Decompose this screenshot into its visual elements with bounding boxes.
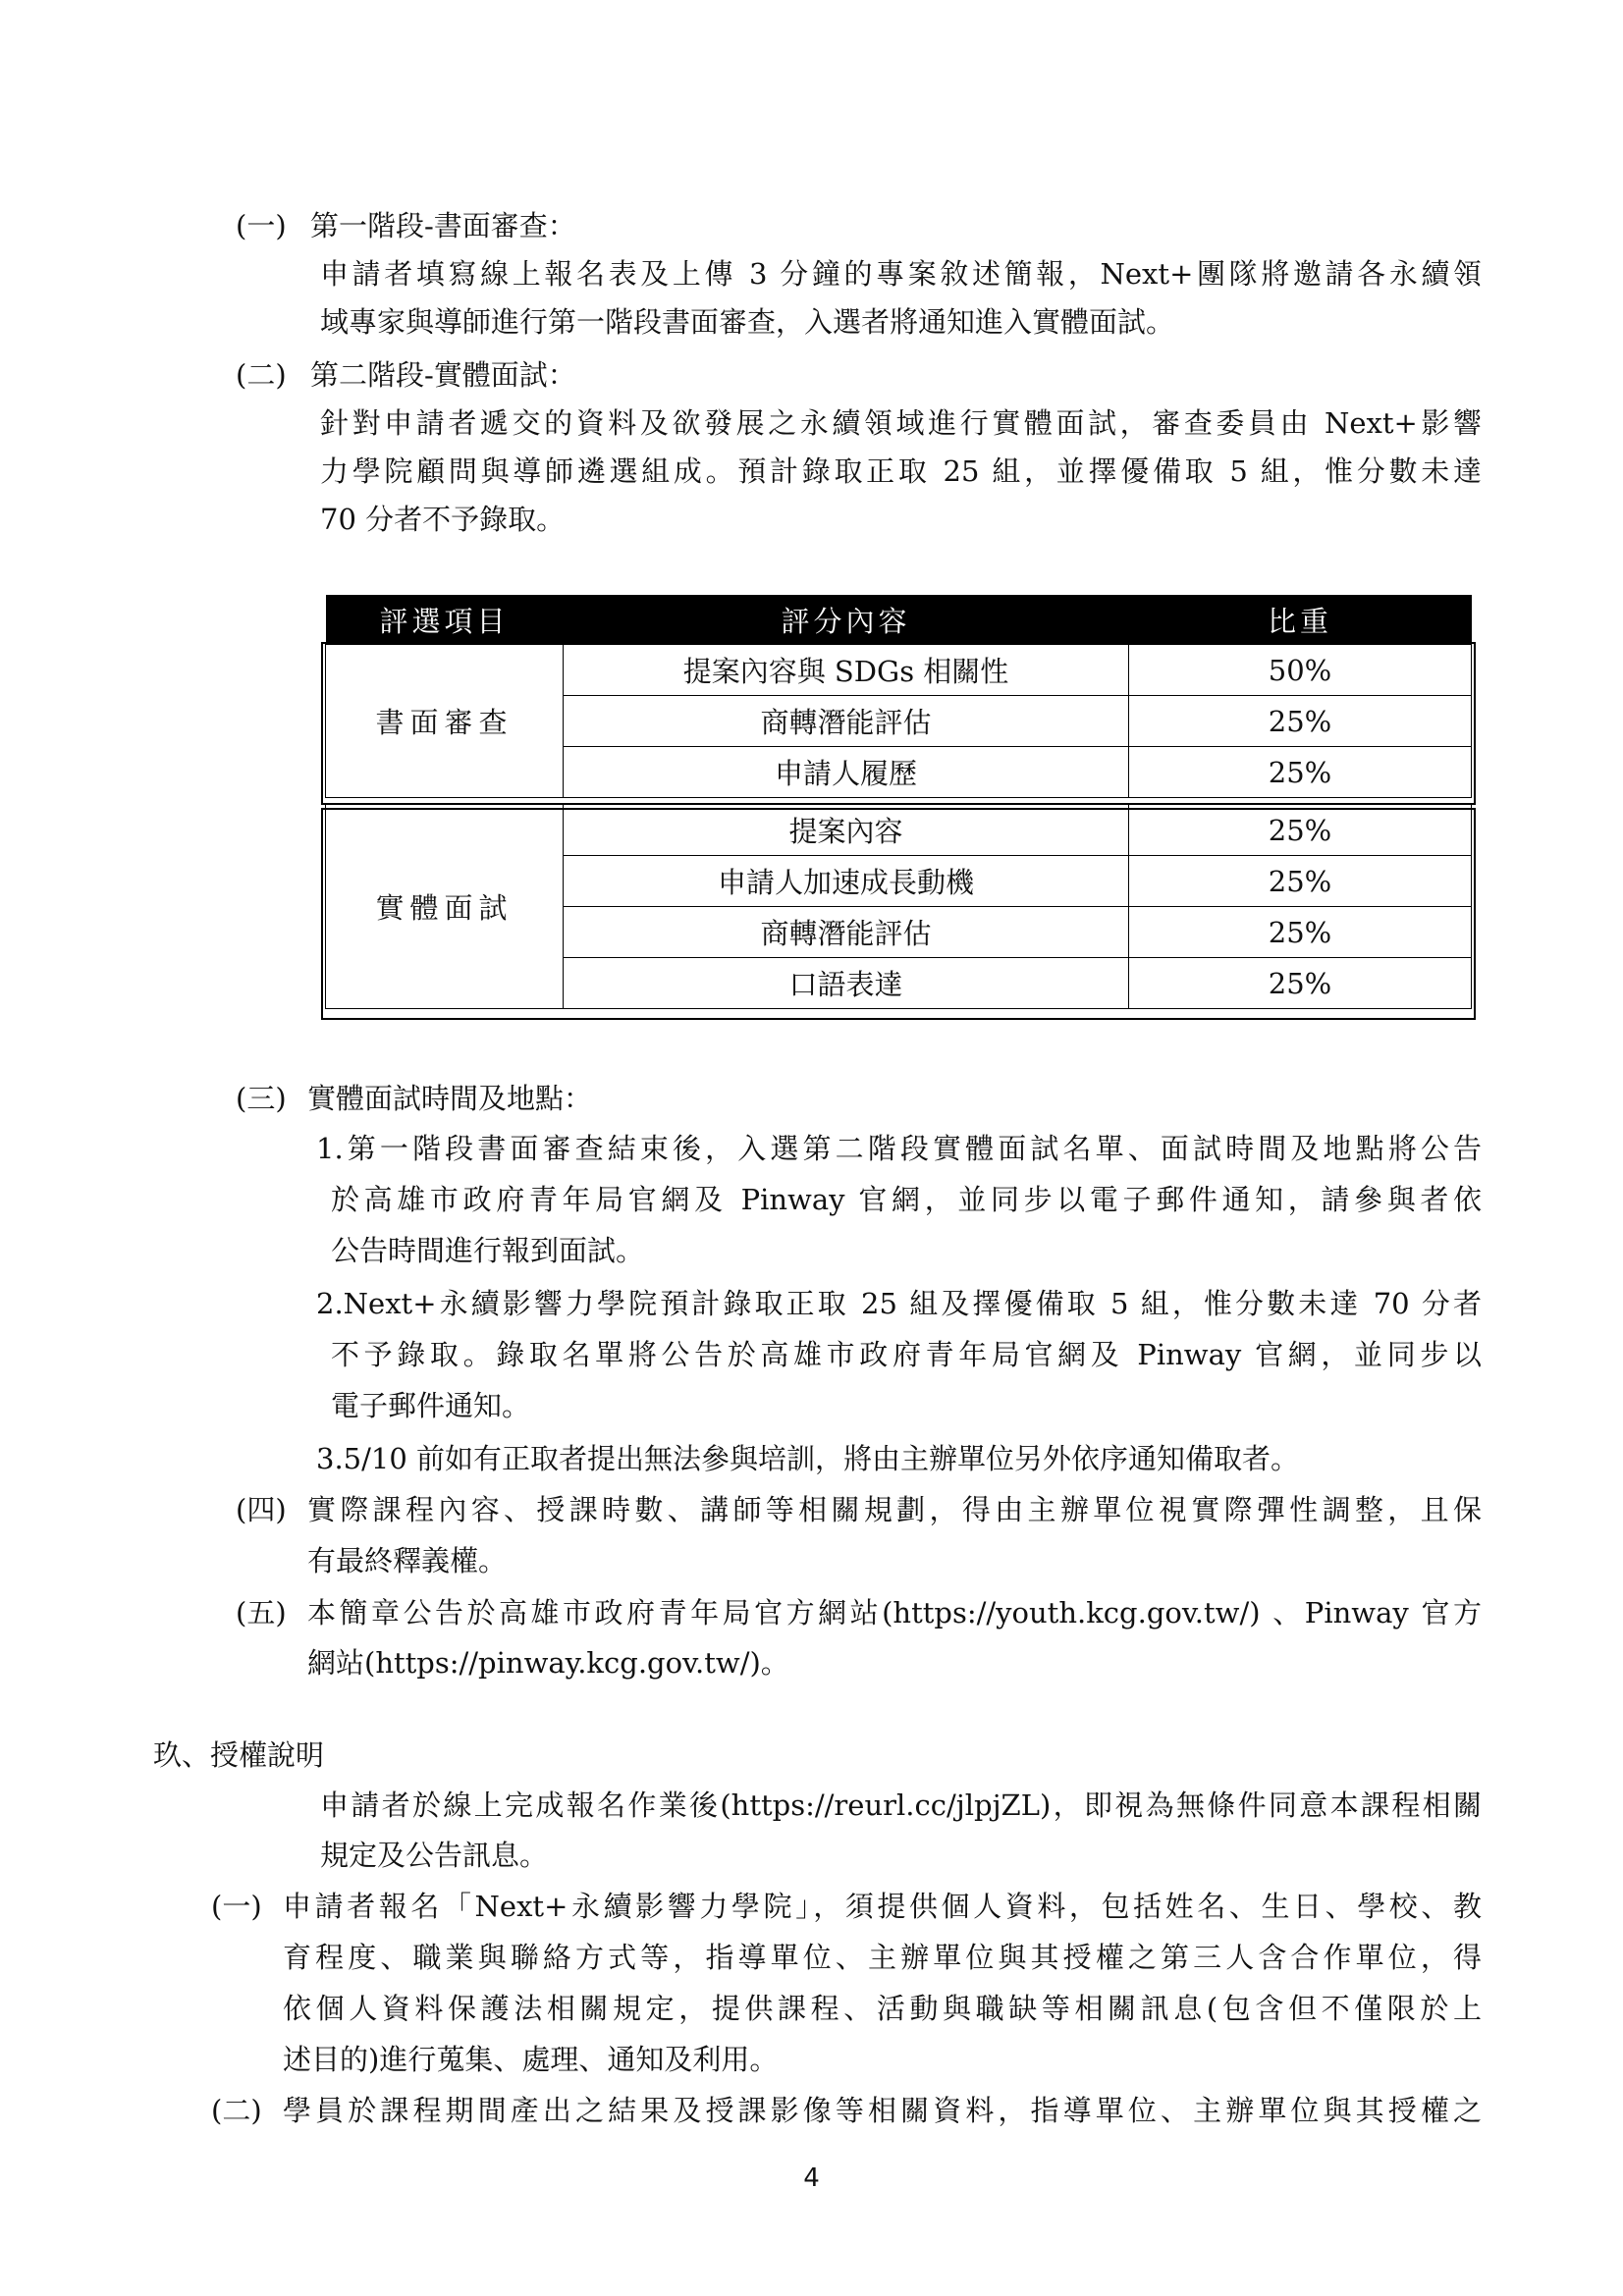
intro-line-1: 申請者於線上完成報名作業後(https://reurl.cc/jlpjZL)，即視為無條件同意本課程相關	[320, 1789, 1482, 1822]
auth-item-1-line-2: 育程度、職業與聯絡方式等，指導單位、主辦單位與其授權之第三人含合作單位，得	[283, 1941, 1482, 1974]
item-3-p1-line-1: 1.第一階段書面審查結束後，入選第二階段實體面試名單、面試時間及地點將公告	[316, 1132, 1482, 1165]
content-cell: 商轉潛能評估	[564, 907, 1129, 958]
item-4-line-2: 有最終釋義權。	[307, 1544, 508, 1577]
weight-cell: 50%	[1129, 645, 1472, 696]
table-group-frame	[321, 642, 1476, 805]
item-4-label: (四)	[236, 1493, 287, 1526]
weight-cell: 25%	[1129, 805, 1472, 856]
item-5-label: (五)	[236, 1596, 287, 1629]
item-5-line-1: 本簡章公告於高雄市政府青年局官方網站(https://youth.kcg.gov.tw/) 、Pinway 官方	[307, 1596, 1482, 1629]
content-cell: 申請人加速成長動機	[564, 856, 1129, 907]
auth-item-1-line-3: 依個人資料保護法相關規定，提供課程、活動與職缺等相關訊息(包含但不僅限於上	[283, 1992, 1482, 2025]
item-3-p2-line-2: 不予錄取。錄取名單將公告於高雄市政府青年局官網及 Pinway 官網，並同步以	[331, 1338, 1482, 1371]
category-interview: 實體面試	[326, 805, 564, 1009]
item-3-p1-line-3: 公告時間進行報到面試。	[331, 1234, 645, 1267]
item-1-label: (一)	[236, 209, 287, 242]
content-cell: 提案內容與 SDGs 相關性	[564, 645, 1129, 696]
weight-cell: 25%	[1129, 856, 1472, 907]
item-3-p1-line-2: 於高雄市政府青年局官網及 Pinway 官網，並同步以電子郵件通知，請參與者依	[331, 1183, 1482, 1216]
page-number: 4	[803, 2163, 820, 2193]
item-1-title: 第一階段-書面審查：	[310, 209, 576, 242]
item-2-label: (二)	[236, 358, 287, 392]
item-3-p2-line-1: 2.Next+永續影響力學院預計錄取正取 25 組及擇優備取 5 組，惟分數未達 70 分者	[316, 1287, 1482, 1320]
item-2-title: 第二階段-實體面試：	[310, 358, 576, 392]
item-3-p3: 3.5/10 前如有正取者提出無法參與培訓，將由主辦單位另外依序通知備取者。	[316, 1442, 1300, 1475]
item-2-line-3: 70 分者不予錄取。	[320, 503, 566, 536]
content-cell: 申請人履歷	[564, 747, 1129, 798]
content-cell: 口語表達	[564, 958, 1129, 1009]
item-3-title: 實體面試時間及地點：	[307, 1082, 593, 1115]
item-2-line-2: 力學院顧問與導師遴選組成。預計錄取正取 25 組，並擇優備取 5 組，惟分數未達	[320, 454, 1482, 488]
auth-item-1-line-4: 述目的)進行蒐集、處理、通知及利用。	[283, 2043, 779, 2076]
auth-item-2-line-1: 學員於課程期間產出之結果及授課影像等相關資料，指導單位、主辦單位與其授權之	[283, 2094, 1482, 2127]
weight-cell: 25%	[1129, 958, 1472, 1009]
content-cell: 商轉潛能評估	[564, 696, 1129, 747]
item-4-line-1: 實際課程內容、授課時數、講師等相關規劃，得由主辦單位視實際彈性調整，且保	[307, 1493, 1482, 1526]
item-3-p2-line-3: 電子郵件通知。	[331, 1389, 531, 1422]
weight-cell: 25%	[1129, 696, 1472, 747]
header-content: 評分內容	[564, 595, 1129, 645]
section-heading: 玖、授權說明	[153, 1738, 325, 1772]
auth-item-1-line-1: 申請者報名「Next+永續影響力學院」，須提供個人資料，包括姓名、生日、學校、教	[283, 1890, 1482, 1923]
item-1-line-1: 申請者填寫線上報名表及上傳 3 分鐘的專案敘述簡報，Next+團隊將邀請各永續領	[320, 257, 1482, 291]
weight-cell: 25%	[1129, 907, 1472, 958]
table-group-frame	[321, 808, 1476, 1020]
auth-item-2-label: (二)	[211, 2094, 262, 2127]
item-1-line-2: 域專家與導師進行第一階段書面審查，入選者將通知進入實體面試。	[320, 305, 1175, 339]
item-2-line-1: 針對申請者遞交的資料及欲發展之永續領域進行實體面試，審查委員由 Next+影響	[320, 406, 1482, 440]
intro-line-2: 規定及公告訊息。	[320, 1839, 549, 1872]
weight-cell: 25%	[1129, 747, 1472, 798]
item-3-label: (三)	[236, 1082, 287, 1115]
content-cell: 提案內容	[564, 805, 1129, 856]
table-header-row	[326, 595, 1472, 645]
header-category: 評選項目	[326, 595, 564, 645]
header-weight: 比重	[1129, 595, 1472, 645]
category-written-review: 書面審查	[326, 645, 564, 798]
auth-item-1-label: (一)	[211, 1890, 262, 1923]
item-5-line-2: 網站(https://pinway.kcg.gov.tw/)。	[307, 1646, 789, 1680]
